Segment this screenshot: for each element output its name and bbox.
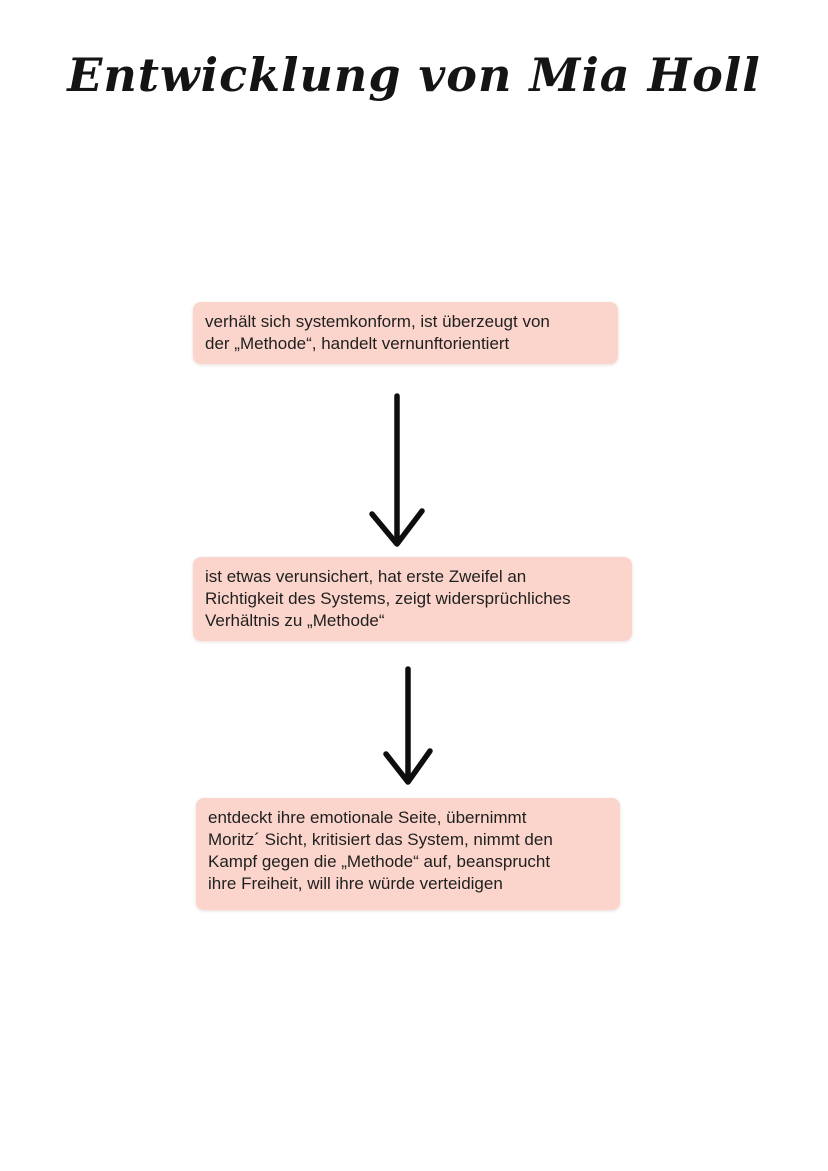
flow-box-line: Richtigkeit des Systems, zeigt widersprüchliches bbox=[205, 589, 571, 608]
flow-box-line: Verhältnis zu „Methode“ bbox=[205, 611, 385, 630]
flow-box-line: ist etwas verunsichert, hat erste Zweifel an bbox=[205, 567, 527, 586]
flow-box-stage-2 bbox=[193, 557, 632, 641]
flow-box-line: entdeckt ihre emotionale Seite, übernimmt bbox=[208, 808, 527, 827]
flow-box-line: ihre Freiheit, will ihre würde verteidigen bbox=[208, 874, 503, 893]
down-arrow-icon bbox=[376, 666, 440, 788]
down-arrow-icon bbox=[365, 392, 429, 550]
flow-box-stage-1 bbox=[193, 302, 618, 364]
page-title: Entwicklung von Mia Holl bbox=[67, 48, 761, 102]
flow-box-line: der „Methode“, handelt vernunftorientiert bbox=[205, 334, 510, 353]
flow-box-line: Moritz´ Sicht, kritisiert das System, nimmt den bbox=[208, 830, 553, 849]
flow-box-stage-3 bbox=[196, 798, 620, 910]
flow-box-line: Kampf gegen die „Methode“ auf, beansprucht bbox=[208, 852, 551, 871]
flow-box-line: verhält sich systemkonform, ist überzeugt von bbox=[205, 312, 550, 331]
